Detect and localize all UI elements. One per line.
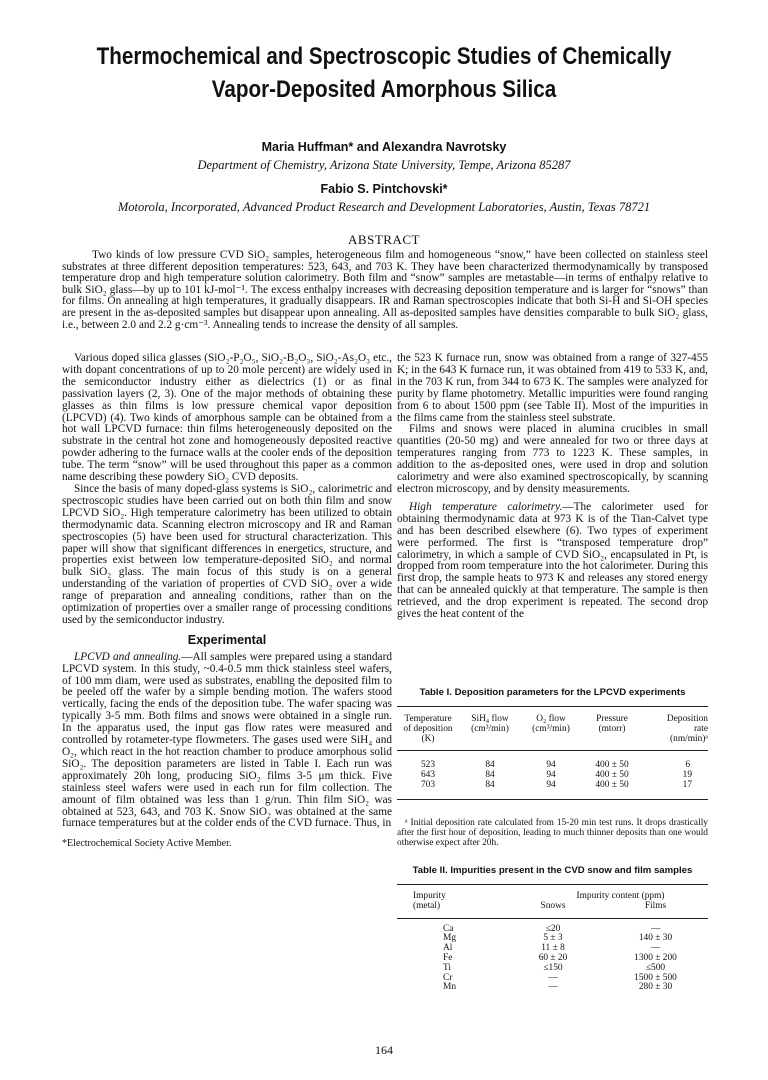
table2-cell: Mg <box>443 933 457 944</box>
table1-header-row <box>397 707 708 751</box>
table2-cell: 1300 ± 200 <box>634 952 677 963</box>
table1-cell: 703 <box>420 779 436 790</box>
right-paragraph-2: Films and snows were placed in alumina crucibles in small quantities (20-50 mg) and were annealed for two or three days at temperatures ranging from 773 to 1223 K. These samples, in addition to the as-deposited ones, were used in drop and solution calorimetry and were also examined spectroscopically, by scanning electron microscopy, and by density measurements. <box>397 423 708 495</box>
table2-header-films: Films <box>644 900 667 911</box>
left-column <box>62 353 392 850</box>
experimental-paragraph <box>62 652 392 831</box>
table1 <box>397 706 708 800</box>
table2 <box>397 884 708 993</box>
table1-cell: 84 <box>485 779 495 790</box>
table1-footnote: ᵃ Initial deposition rate calculated from 15-20 min test runs. It drops drastically after the first hour of deposition, leading to much thinner deposits than one would otherwise expect after 20h. <box>397 818 708 848</box>
table2-cell: 280 ± 30 <box>638 982 673 993</box>
affiliation-asu: Department of Chemistry, Arizona State University, Tempe, Arizona 85287 <box>197 158 571 172</box>
table1-header-line: rate <box>693 723 708 734</box>
table1-header-line: Temperature <box>404 714 452 724</box>
section-heading-experimental: Experimental <box>187 632 267 647</box>
table2-cell: ≤20 <box>545 923 561 934</box>
affiliation-motorola: Motorola, Incorporated, Advanced Product Research and Development Laboratories, Austin, Texas 78721 <box>117 200 651 214</box>
page-number: 164 <box>375 1043 393 1057</box>
table1-cell: 84 <box>485 760 495 771</box>
table1-header-line: (nm/min)ᵃ <box>670 733 708 744</box>
table2-cell: 1500 ± 500 <box>634 972 677 983</box>
calorimetry-paragraph <box>397 502 708 621</box>
table2-cell: 11 ± 8 <box>541 943 565 954</box>
table1-cell: 400 ± 50 <box>595 770 629 781</box>
run-in-heading-calorimetry: High temperature calorimetry. <box>409 500 563 513</box>
table-row <box>397 781 708 799</box>
table2-cell: Cr <box>443 972 453 983</box>
table1-header-line: (K) <box>421 733 435 744</box>
authors-motorola: Fabio S. Pintchovski* <box>320 182 448 196</box>
table2-cell: 5 ± 3 <box>543 933 563 944</box>
table2-col-impurity <box>397 885 503 919</box>
calorimetry-text: —The calorimeter used for obtaining thermodynamic data at 973 K is of the Tian-Calvet type and has been described elsewhere (6). Two types of experiment were performed. The first is “transposed temperature drop” calorimetry, in which a sample of CVD SiO₂, encapsulated in Pt, is dropped from room temperature into the hot calorimeter. During this first drop, the sample heats to 973 K and releases any stored energy that can be annealed quickly at that temperature. The sample is then retrieved, and the drop experiment is repeated. The second drop gives the heat content of the <box>397 500 708 621</box>
run-in-heading-lpcvd: LPCVD and annealing. <box>74 650 182 663</box>
table1-cell: 17 <box>682 779 692 790</box>
table1-cell: 400 ± 50 <box>595 760 629 771</box>
footnote: *Electrochemical Society Active Member. <box>62 838 232 850</box>
table1-header-line: Deposition <box>666 714 708 724</box>
table1-cell: 19 <box>682 770 692 781</box>
table2-cell: 60 ± 20 <box>538 952 568 963</box>
intro-paragraph-1: Various doped silica glasses (SiO₂-P₂O₅, SiO₂-B₂O₃, SiO₂-As₂O₃ etc., with dopant concentrations of up to 20 mole percent) are widely used in the semiconductor industry either as dielectrics (1) or as final passivation layers (2, 3). One of the major methods of obtaining these glasses as thin films is low pressure chemical vapor deposition (LPCVD) (4). Two kinds of amorphous sample can be obtained from a hot wall LPCVD furnace: thin films heterogeneously deposited on the substrate in the central hot zone and homogeneously deposited reactive powder adhering to the furnace walls at the cooler ends of the deposition tube. The term “snow” will be used throughout this paper as a common name describing these powdery SiO₂ CVD deposits. <box>62 352 392 484</box>
table1-cell: 94 <box>546 770 556 781</box>
table1-cell: 523 <box>420 760 436 771</box>
table1-col-rate <box>643 707 708 751</box>
table2-cell: ≤500 <box>645 962 666 973</box>
intro-paragraph-2: Since the basis of many doped-glass systems is SiO₂, calorimetric and spectroscopic studies have been carried out on both thin film and snow LPCVD SiO₂. High temperature calorimetry has been utilized to obtain thermodynamic data. Scanning electron microscopy and IR and Raman spectroscopies (5) have been used for structural characterization. This paper will show that significant differences in energetics, structure, and properties exist between low temperature-deposited SiO₂ and normal bulk SiO₂ glass. The main focus of this study is on a general understanding of the variation of properties of CVD SiO₂ over a wide range of preparation and annealing conditions, rather than on the optimization of properties over a smaller range of processing conditions used by the semiconductor industry. <box>62 482 392 626</box>
right-column <box>397 353 708 621</box>
table2-cell: ≤150 <box>543 962 563 973</box>
table2-cell: Fe <box>443 952 453 963</box>
table1-col-temperature <box>397 707 459 751</box>
table2-header-row <box>397 885 708 902</box>
right-paragraph-1: the 523 K furnace run, snow was obtained from a range of 327-455 K; in the 643 K furnace run, it was obtained from 419 to 533 K, and, in the 703 K run, from 344 to 673 K. The samples were analyzed for purity by flame photometry. Metallic impurities were found ranging from 6 to about 1500 ppm (see Table II). Most of the impurities in the films came from the stainless steel substrate. <box>397 352 708 424</box>
table2-header-content: Impurity content (ppm) <box>576 891 665 901</box>
experimental-text: —All samples were prepared using a standard LPCVD system. In this study, ~0.4-0.5 mm thick stainless steel wafers, of 100 mm diam, were used as substrates, enabling the deposited film to be peeled off the wafer by a simple bending motion. The wafers stood vertically, facing the ends of the deposition tube. The wafer spacing was typically 3-5 mm. Both films and snows were obtained in a single run. In the apparatus used, the input gas flow rates were measured and controlled by rotameter-type flowmeters. The gases used were SiH₄ and O₂, which react in the hot reaction chamber to produce amorphous solid SiO₂. The deposition parameters are listed in Table I. Each run was approximately 20h long, producing SiO₂ films 3-5 μm thick. Five stainless steel wafers were used in each run for film collection. The amount of film obtained was less than 1 g/run. Thin film SiO₂ was obtained at 523, 643, and 703 K. Snow SiO₂ was obtained at the same furnace temperatures but at the colder ends of the CVD furnace. Thus, in <box>62 650 392 830</box>
table1-header-line: (cm³/min) <box>532 723 570 734</box>
table1-caption: Table I. Deposition parameters for the LPCVD experiments <box>419 687 686 698</box>
table1-col-sih4 <box>459 707 521 751</box>
table2-header-line: (metal) <box>413 900 441 911</box>
table1-header-line: (mtorr) <box>598 723 626 734</box>
table2-cell: — <box>548 982 558 993</box>
table2-header-snows: Snows <box>540 900 566 911</box>
table1-header-line: of deposition <box>403 723 453 734</box>
abstract-heading: ABSTRACT <box>348 232 420 247</box>
table2-cell: Ti <box>443 962 452 973</box>
table2-cell: — <box>650 923 661 934</box>
table1-cell: 94 <box>546 779 556 790</box>
table1-col-o2 <box>521 707 581 751</box>
table2-header-line: Impurity <box>413 891 446 901</box>
table1-cell: 6 <box>685 760 690 771</box>
table2-cell: — <box>650 943 661 954</box>
abstract-text: Two kinds of low pressure CVD SiO₂ samples, heterogeneous film and homogeneous “snow,” have been collected on stainless steel substrates at three different deposition temperatures: 523, 643, and 703 K. They have been characterized thermodynamically by transposed temperature drop and high temperature solution calorimetry. Both film and “snow” samples are metastable—in terms of enthalpy relative to bulk SiO₂ glass—by up to 101 kJ-mol⁻¹. The excess enthalpy increases with decreasing deposition temperature and is larger for “snows” than for films. On annealing at high temperatures, it gradually disappears. IR and Raman spectroscopies indicate that both Si-H and Si-OH species are present in the as-deposited samples but disappear upon annealing. All as-deposited samples have densities comparable to bulk SiO₂ glass, i.e., between 2.0 and 2.2 g·cm⁻³. Annealing tends to increase the density of all samples. <box>62 249 708 331</box>
table-row <box>397 751 708 771</box>
table2-caption: Table II. Impurities present in the CVD snow and film samples <box>412 865 693 876</box>
table1-col-pressure <box>581 707 643 751</box>
table-row <box>397 918 708 934</box>
table-row <box>397 983 708 993</box>
table1-cell: 643 <box>420 770 436 781</box>
table1-header-line: (cm³/min) <box>471 723 509 734</box>
table1-header-line: SiH₄ flow <box>471 714 509 724</box>
authors-asu: Maria Huffman* and Alexandra Navrotsky <box>261 140 507 154</box>
table1-cell: 94 <box>546 760 556 771</box>
table1-header-line: Pressure <box>596 714 628 724</box>
table1-header-line: O₂ flow <box>536 714 566 724</box>
table1-cell: 84 <box>485 770 495 781</box>
table2-cell: 140 ± 30 <box>638 933 673 944</box>
table2-cell: Al <box>443 943 453 954</box>
table1-cell: 400 ± 50 <box>595 779 629 790</box>
table2-cell: Mn <box>443 982 457 993</box>
paper-title: Thermochemical and Spectroscopic Studies of Chemically Vapor-Deposited Amorphous Silica <box>96 43 672 103</box>
table2-cell: Ca <box>443 923 454 934</box>
table2-cell: — <box>548 972 558 983</box>
